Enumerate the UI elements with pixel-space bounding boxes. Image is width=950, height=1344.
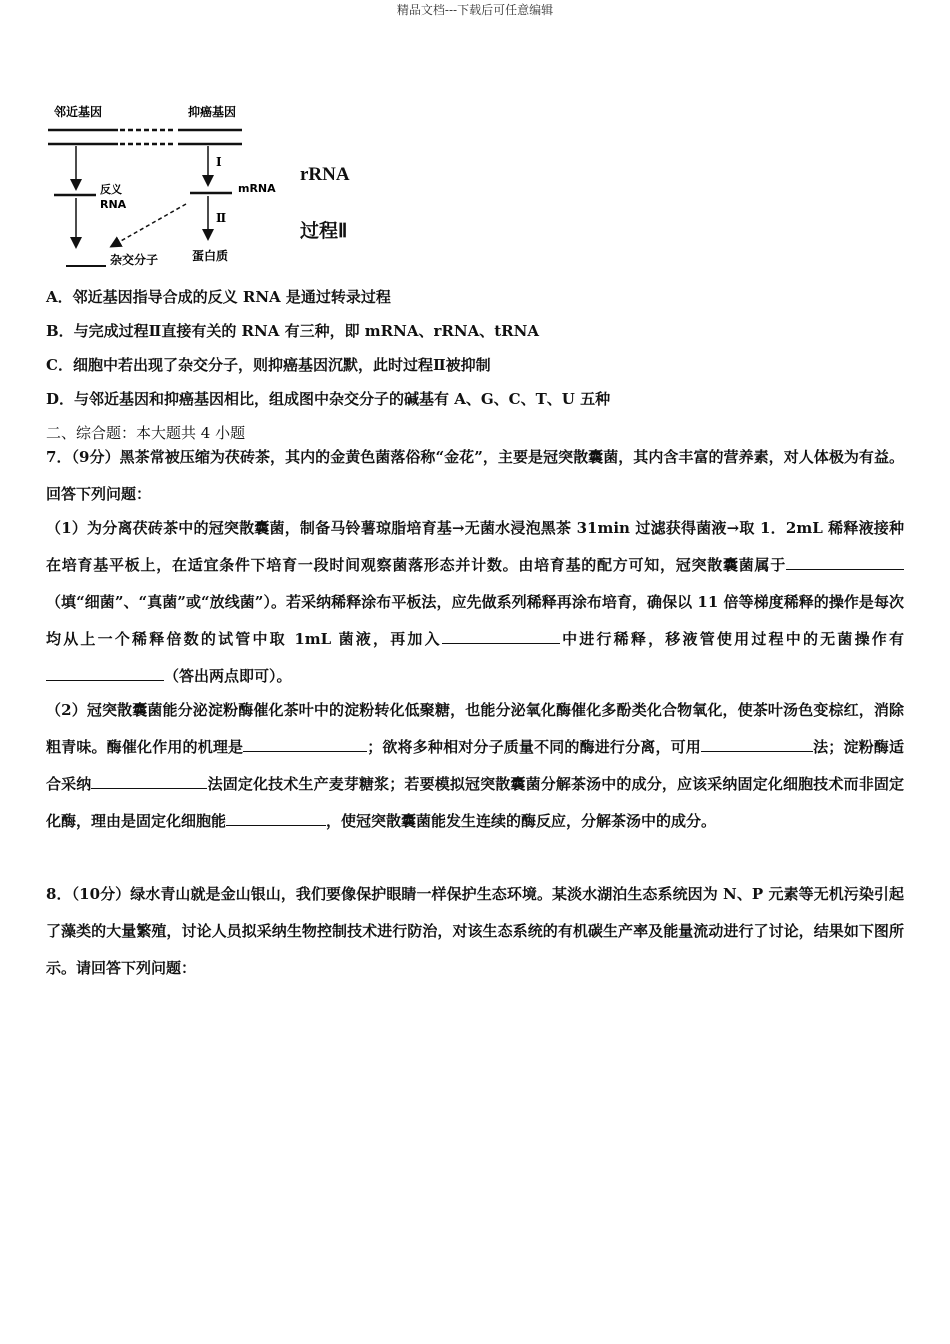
question-7-part-2: [46, 692, 904, 840]
q7-p2-text-b: ；欲将多种相对分子质量不同的酶进行分离，可用: [367, 738, 701, 756]
q7-p1-text-a: （1）为分离茯砖茶中的冠突散囊菌，制备马铃薯琼脂培育基→无菌水浸泡黑茶 31min 过滤获得菌液→取 1．2mL 稀释液接种在培育基平板上，在适宜条件下培育一段时间观察菌落形态并计数。由培育基的配方可知，冠突散囊菌属于: [46, 519, 904, 574]
q7-blank-1[interactable]: [786, 555, 904, 570]
label-neighbor-gene: 邻近基因: [54, 105, 103, 119]
gene-silencing-diagram: [40, 96, 380, 276]
q7-p1-text-b: （填“细菌”、“真菌”或“放线菌”）。若采纳稀释涂布平板法，应先做系列稀释再涂布培育，确保以 11 倍等梯度稀释的操作是每次均从上一个稀释倍数的试管中取 1mL 菌液，再加入: [46, 593, 904, 648]
q7-blank-2[interactable]: [442, 629, 560, 644]
page-header: 精品文档---下载后可任意编辑: [396, 3, 554, 17]
question-7-stem: 7．（9分）黑茶常被压缩为茯砖茶，其内的金黄色菌落俗称“金花”，主要是冠突散囊菌，其内含丰富的营养素，对人体极为有益。回答下列问题：: [46, 448, 904, 503]
option-c: C．细胞中若出现了杂交分子，则抑癌基因沉默，此时过程Ⅱ被抑制: [46, 356, 491, 374]
option-d: D．与邻近基因和抑癌基因相比，组成图中杂交分子的碱基有 A、G、C、T、U 五种: [46, 390, 611, 408]
label-step-1: Ⅰ: [216, 155, 222, 169]
option-a: A．邻近基因指导合成的反义 RNA 是通过转录过程: [46, 288, 391, 306]
label-antisense-1: 反义: [100, 183, 122, 196]
q7-blank-7[interactable]: [226, 811, 326, 826]
label-antisense-2: RNA: [100, 198, 127, 211]
side-label-process-2: 过程Ⅱ: [300, 221, 348, 242]
q7-blank-5[interactable]: [701, 737, 813, 752]
q7-p2-text-e: ，使冠突散囊菌能发生连续的酶反应，分解茶汤中的成分。: [326, 812, 717, 830]
q7-p2-text-a: （2）冠突散囊菌能分泌淀粉酶催化茶叶中的淀粉转化低聚糖，也能分泌氧化酶催化多酚类化合物氧化，使茶叶汤色变棕红，消除粗青味。酶催化作用的机理是: [46, 701, 904, 756]
option-b: B．与完成过程Ⅱ直接有关的 RNA 有三种，即 mRNA、rRNA、tRNA: [46, 322, 539, 340]
q7-p2-text-d: 法固定化技术生产麦芽糖浆；若要模拟冠突散囊菌分解茶汤中的成分，应该采纳固定化细胞技术而非固定化酶，理由是固定化细胞能: [46, 775, 904, 830]
question-8-stem: 8．（10分）绿水青山就是金山银山，我们要像保护眼睛一样保护生态环境。某淡水湖泊生态系统因为 N、P 元素等无机污染引起了藻类的大量繁殖，讨论人员拟采纳生物控制技术进行防治，对该生态系统的有机碳生产率及能量流动进行了讨论，结果如下图所示。请回答下列问题：: [46, 885, 904, 977]
side-label-rrna: rRNA: [300, 164, 350, 185]
label-mrna: mRNA: [238, 182, 276, 195]
q7-p2-text-c: 法；淀粉酶适合采纳: [46, 738, 904, 793]
label-hybrid-molecule: 杂交分子: [110, 253, 159, 267]
q7-blank-6[interactable]: [91, 774, 207, 789]
label-step-2: Ⅱ: [216, 211, 227, 225]
section-2-title: 二、综合题：本大题共 4 小题: [46, 424, 246, 442]
q7-blank-4[interactable]: [243, 737, 367, 752]
label-tumor-suppressor-gene: 抑癌基因: [188, 105, 237, 119]
q7-p1-text-c: 中进行稀释，移液管使用过程中的无菌操作有: [559, 630, 904, 648]
q7-p1-text-d: （答出两点即可）。: [164, 667, 292, 685]
label-protein: 蛋白质: [192, 249, 229, 263]
q7-blank-3[interactable]: [46, 666, 164, 681]
question-7-part-1: [46, 510, 904, 695]
